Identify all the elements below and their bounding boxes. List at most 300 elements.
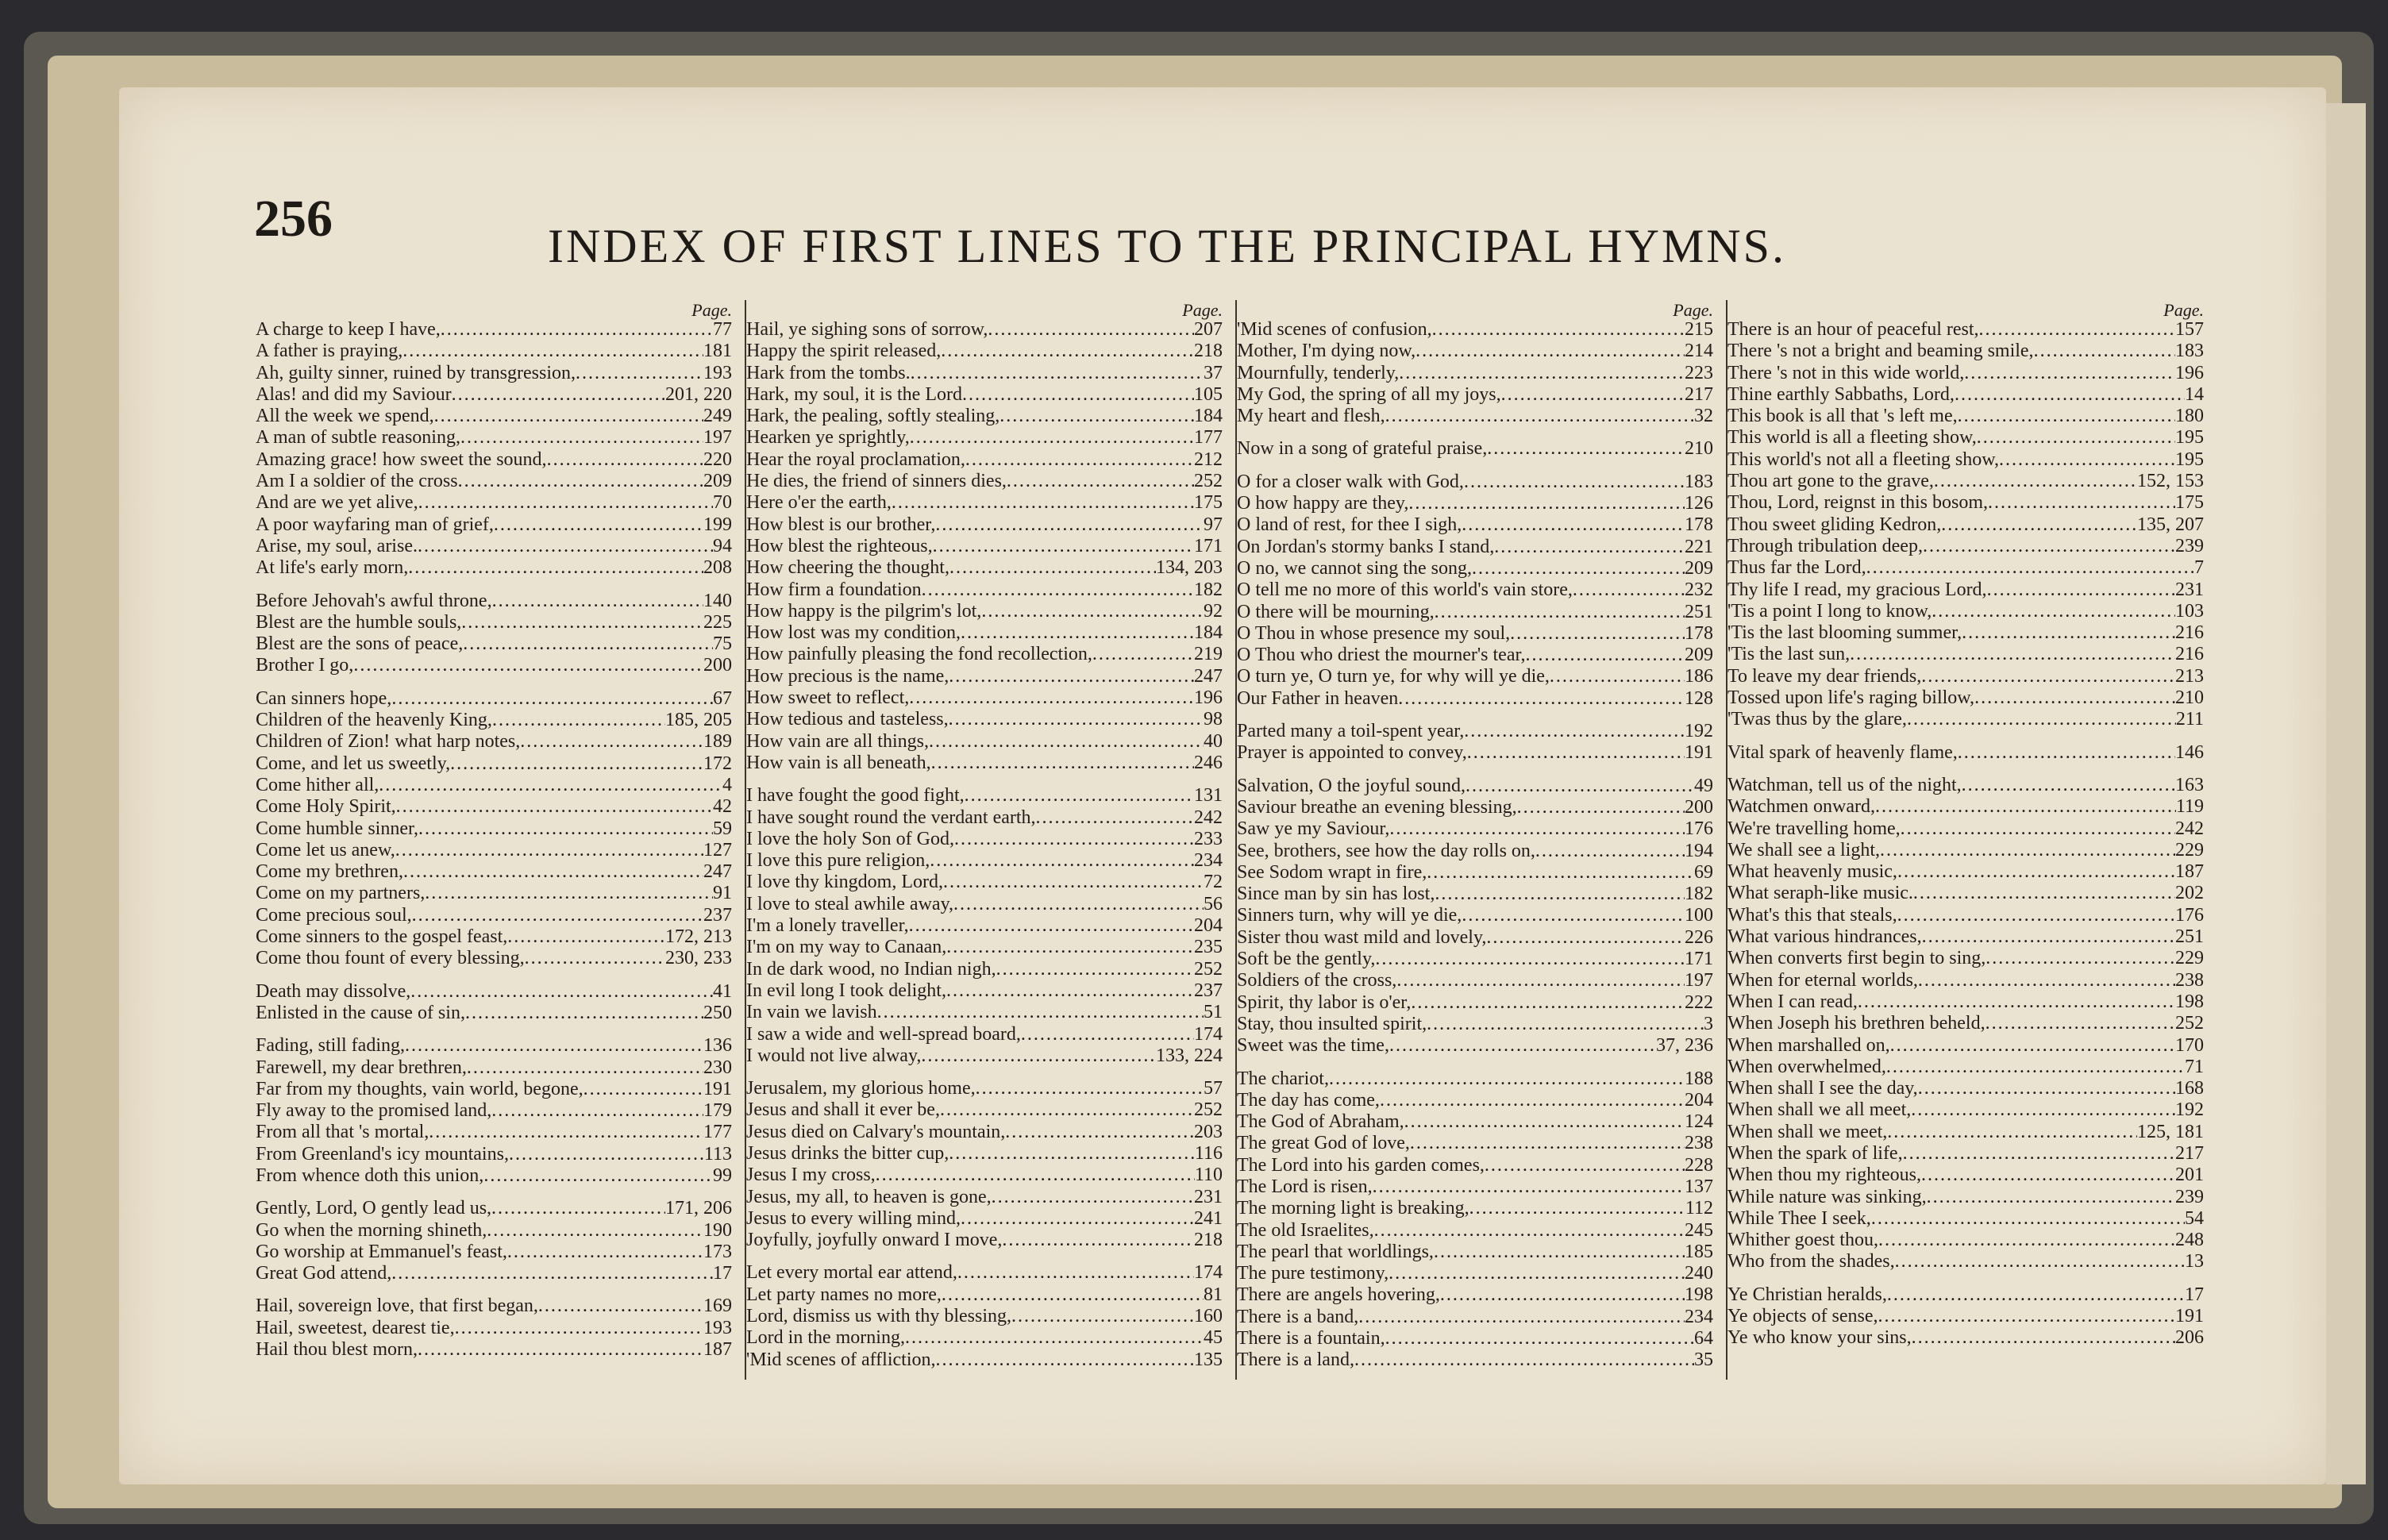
page-ref: 249 — [703, 406, 732, 427]
dot-leader — [911, 363, 1204, 384]
section-gap — [256, 677, 732, 688]
page-ref: 91 — [713, 883, 732, 904]
page-ref: 194 — [1685, 840, 1713, 861]
dot-leader — [1850, 644, 2175, 665]
first-line: On Jordan's stormy banks I stand, — [1237, 536, 1495, 557]
index-entry — [1727, 840, 2204, 861]
dot-leader — [953, 894, 1204, 915]
page-ref: 184 — [1194, 622, 1223, 644]
dot-leader — [946, 980, 1194, 1002]
first-line: Jesus and shall it ever be, — [746, 1099, 940, 1121]
first-line: The great God of love, — [1237, 1133, 1410, 1154]
dot-leader — [1427, 1014, 1704, 1035]
dot-leader — [1472, 558, 1685, 579]
dot-leader — [1358, 1307, 1685, 1328]
dot-leader — [1923, 536, 2175, 557]
page-ref: 119 — [2175, 796, 2204, 818]
page-ref: 178 — [1685, 622, 1713, 644]
page-ref: 177 — [1194, 427, 1223, 449]
dot-leader — [1987, 579, 2175, 601]
section-gap — [1727, 731, 2204, 742]
dot-leader — [1550, 666, 1685, 687]
page-ref: 222 — [1685, 991, 1713, 1013]
dot-leader — [1955, 384, 2185, 406]
first-line: Now in a song of grateful praise, — [1237, 438, 1488, 460]
index-entry — [746, 492, 1223, 514]
first-line: How lost was my condition, — [746, 622, 961, 644]
page-ref: 45 — [1204, 1327, 1223, 1349]
index-entry — [256, 710, 732, 731]
index-entry — [1727, 948, 2204, 969]
dot-leader — [1385, 1328, 1694, 1349]
page-ref: 185, 205 — [665, 710, 732, 731]
page-ref: 252 — [1194, 958, 1223, 980]
dot-leader — [1526, 645, 1685, 666]
dot-leader — [1389, 1263, 1685, 1284]
page-ref: 228 — [1685, 1154, 1713, 1176]
dot-leader — [1510, 623, 1685, 645]
index-entry — [746, 1099, 1223, 1121]
first-line: Come on my partners, — [256, 883, 426, 904]
first-line: Sinners turn, why will ye die, — [1237, 905, 1462, 926]
page-ref: 169 — [703, 1296, 732, 1317]
first-line: In de dark wood, no Indian nigh, — [746, 958, 996, 980]
page-ref: 157 — [2175, 319, 2204, 340]
index-entry — [1727, 514, 2204, 536]
first-line: Since man by sin has lost, — [1237, 884, 1435, 905]
page-ref: 251 — [2175, 926, 2204, 948]
page-ref: 100 — [1685, 905, 1713, 926]
page-ref: 70 — [713, 492, 732, 514]
first-line: There is a band, — [1237, 1306, 1359, 1327]
first-line: There 's not in this wide world, — [1727, 362, 1965, 383]
first-line: Jesus to every willing mind, — [746, 1207, 961, 1229]
first-line: See, brothers, see how the day rolls on, — [1237, 840, 1535, 861]
page-ref: 182 — [1685, 884, 1713, 905]
page-ref: 252 — [1194, 1099, 1223, 1121]
first-line: Spirit, thy labor is o'er, — [1237, 991, 1412, 1013]
section-gap — [746, 1251, 1223, 1262]
facing-page-edge — [2326, 103, 2366, 1484]
first-line: Children of the heavenly King, — [256, 710, 492, 731]
page-ref: 37 — [1204, 362, 1223, 383]
dot-leader — [961, 1208, 1194, 1230]
dot-leader — [1002, 1230, 1194, 1251]
column-body — [1237, 319, 1727, 1372]
dot-leader — [1404, 1111, 1685, 1133]
section-gap — [1727, 764, 2204, 775]
dot-leader — [910, 427, 1194, 449]
index-entry — [1237, 537, 1713, 558]
index-entry — [1237, 862, 1713, 884]
dot-leader — [1918, 970, 2175, 991]
first-line: There is an hour of peaceful rest, — [1727, 319, 1979, 340]
page-ref: 191 — [2175, 1306, 2204, 1327]
dot-leader — [353, 655, 703, 676]
dot-leader — [1373, 1176, 1685, 1198]
index-column-4 — [1727, 300, 2218, 1380]
page-ref: 251 — [1685, 601, 1713, 622]
dot-leader — [538, 1296, 703, 1317]
page-number: 256 — [254, 190, 333, 248]
first-line: This world is all a fleeting show, — [1727, 427, 1977, 449]
dot-leader — [1399, 363, 1685, 384]
first-line: This world's not all a fleeting show, — [1727, 449, 2000, 470]
index-entry — [1237, 472, 1713, 493]
page-ref: 210 — [2175, 687, 2204, 709]
page-ref: 51 — [1204, 1002, 1223, 1023]
index-entry — [256, 492, 732, 514]
first-line: Hark from the tombs. — [746, 362, 911, 383]
index-entry — [746, 1284, 1223, 1306]
index-entry — [1237, 384, 1713, 406]
index-entry — [1727, 1099, 2204, 1121]
first-line: We're travelling home, — [1727, 818, 1901, 839]
dot-leader — [922, 579, 1194, 601]
page-ref: 56 — [1204, 893, 1223, 914]
first-line: Tossed upon life's raging billow, — [1727, 687, 1975, 709]
page-ref: 4 — [722, 774, 732, 795]
index-entry — [256, 1318, 732, 1339]
index-entry — [746, 807, 1223, 829]
index-entry — [746, 319, 1223, 341]
first-line: I'm a lonely traveller, — [746, 915, 909, 937]
first-line: I love this pure religion, — [746, 850, 930, 872]
dot-leader — [1494, 537, 1685, 558]
dot-leader — [441, 319, 713, 341]
first-line: O Thou in whose presence my soul, — [1237, 622, 1511, 644]
index-entry — [1727, 883, 2204, 904]
first-line: Thou sweet gliding Kedron, — [1727, 514, 1942, 535]
index-entry — [1727, 1013, 2204, 1034]
index-entry — [256, 948, 732, 969]
dot-leader — [1469, 1198, 1685, 1219]
page-ref: 174 — [1194, 1262, 1223, 1284]
index-entry — [746, 449, 1223, 471]
dot-leader — [992, 1187, 1194, 1208]
dot-leader — [1432, 319, 1685, 341]
page-ref: 206 — [2175, 1327, 2204, 1349]
page-label: Page. — [1182, 300, 1223, 320]
page-ref: 180 — [2175, 406, 2204, 427]
dot-leader — [1911, 1099, 2175, 1121]
index-entry — [1237, 970, 1713, 991]
page-ref: 187 — [2175, 861, 2204, 883]
page-ref: 57 — [1204, 1078, 1223, 1099]
page-ref: 77 — [713, 319, 732, 340]
first-line: Death may dissolve, — [256, 980, 411, 1002]
index-entry — [256, 883, 732, 904]
index-entry — [746, 1230, 1223, 1251]
dot-leader — [1466, 776, 1694, 797]
dot-leader — [434, 406, 703, 427]
page-ref: 231 — [1194, 1186, 1223, 1207]
dot-leader — [1464, 721, 1685, 742]
index-entry — [1727, 818, 2204, 840]
page-ref: 195 — [2175, 449, 2204, 470]
dot-leader — [1380, 1090, 1685, 1111]
dot-leader — [2034, 341, 2175, 362]
dot-leader — [1396, 970, 1685, 991]
index-entry — [746, 894, 1223, 915]
page-ref: 217 — [1685, 383, 1713, 405]
page-ref: 247 — [1194, 665, 1223, 687]
dot-leader — [1410, 1133, 1685, 1154]
index-entry — [1237, 949, 1713, 970]
index-entry — [1727, 861, 2204, 883]
first-line: Come my brethren, — [256, 861, 403, 883]
dot-leader — [429, 1122, 703, 1143]
index-entry — [1237, 363, 1713, 384]
index-entry — [1237, 438, 1713, 460]
dot-leader — [999, 406, 1194, 427]
page-label: Page. — [691, 300, 732, 320]
page-ref: 179 — [703, 1100, 732, 1122]
first-line: Hark, my soul, it is the Lord — [746, 383, 962, 405]
first-line: While nature was sinking, — [1727, 1186, 1927, 1207]
index-entry — [1727, 1165, 2204, 1186]
page-ref: 173 — [703, 1241, 732, 1262]
page-ref: 233 — [1194, 828, 1223, 849]
index-entry — [1237, 602, 1713, 623]
page-ref: 17 — [2185, 1284, 2204, 1305]
first-line: There is a fountain, — [1237, 1328, 1385, 1349]
first-line: The pearl that worldlings, — [1237, 1241, 1434, 1262]
index-entry — [1727, 905, 2204, 926]
dot-leader — [1871, 1208, 2185, 1230]
index-column-1 — [256, 300, 746, 1380]
index-entry — [1237, 1155, 1713, 1176]
page-ref: 113 — [703, 1143, 732, 1165]
dot-leader — [1979, 319, 2175, 341]
first-line: Alas! and did my Saviour — [256, 383, 452, 405]
dot-leader — [452, 384, 665, 406]
dot-leader — [1462, 514, 1685, 536]
first-line: Ye objects of sense, — [1727, 1306, 1878, 1327]
first-line: He dies, the friend of sinners dies, — [746, 471, 1007, 492]
index-entry — [746, 557, 1223, 579]
index-entry — [256, 1296, 732, 1317]
dot-leader — [1517, 797, 1685, 818]
dot-leader — [949, 666, 1194, 687]
page-ref: 193 — [703, 1317, 732, 1338]
index-entry — [746, 363, 1223, 384]
page-ref: 188 — [1685, 1068, 1713, 1089]
dot-leader — [520, 731, 703, 753]
dot-leader — [1977, 427, 2175, 449]
page-ref: 226 — [1685, 926, 1713, 948]
page-ref: 128 — [1685, 687, 1713, 709]
dot-leader — [1501, 384, 1685, 406]
index-columns — [256, 300, 2218, 1380]
index-entry — [1727, 687, 2204, 709]
index-entry — [1727, 1078, 2204, 1099]
page-ref: 3 — [1704, 1013, 1713, 1034]
page-ref: 216 — [2175, 644, 2204, 665]
page-ref: 230, 233 — [665, 948, 732, 969]
index-entry — [256, 926, 732, 948]
first-line: Who from the shades, — [1727, 1251, 1895, 1272]
page-ref: 146 — [2175, 741, 2204, 763]
index-entry — [1727, 709, 2204, 730]
index-entry — [1727, 341, 2204, 362]
page-ref: 35 — [1694, 1349, 1713, 1371]
section-gap — [256, 1284, 732, 1296]
index-entry — [746, 1208, 1223, 1230]
page-ref: 246 — [1194, 752, 1223, 773]
first-line: Children of Zion! what harp notes, — [256, 731, 521, 753]
page-ref: 229 — [2175, 948, 2204, 969]
dot-leader — [1092, 644, 1194, 665]
first-line: Come Holy Spirit, — [256, 796, 396, 818]
index-entry — [256, 449, 732, 471]
column-rule — [745, 300, 746, 1380]
page-ref: 252 — [1194, 471, 1223, 492]
page-ref: 137 — [1685, 1176, 1713, 1197]
page-ref: 183 — [1685, 471, 1713, 492]
index-entry — [1727, 579, 2204, 601]
dot-leader — [396, 796, 713, 818]
index-entry — [1237, 841, 1713, 862]
dot-leader — [931, 753, 1194, 774]
first-line: Through tribulation deep, — [1727, 535, 1923, 556]
dot-leader — [391, 688, 713, 710]
dot-leader — [1880, 840, 2175, 861]
index-entry — [1237, 1133, 1713, 1154]
first-line: The morning light is breaking, — [1237, 1198, 1469, 1219]
index-entry — [1727, 557, 2204, 579]
first-line: When converts first begin to sing, — [1727, 948, 1986, 969]
first-line: Far from my thoughts, vain world, begone, — [256, 1078, 584, 1099]
first-line: Ye Christian heralds, — [1727, 1284, 1887, 1305]
dot-leader — [1878, 1230, 2175, 1251]
first-line: When shall we all meet, — [1727, 1099, 1912, 1121]
first-line: I saw a wide and well-spread board, — [746, 1023, 1021, 1045]
page-ref: 242 — [1194, 807, 1223, 828]
dot-leader — [1927, 1187, 2175, 1208]
page-ref: 72 — [1204, 872, 1223, 893]
index-entry — [256, 341, 732, 362]
first-line: Hearken ye sprightly, — [746, 427, 910, 449]
dot-leader — [1467, 742, 1685, 764]
section-gap — [1237, 764, 1713, 776]
dot-leader — [929, 731, 1204, 753]
first-line: The old Israelites, — [1237, 1219, 1374, 1241]
dot-leader — [946, 937, 1194, 958]
index-entry — [1727, 796, 2204, 818]
first-line: All the week we spend, — [256, 406, 434, 427]
index-entry — [256, 1079, 732, 1100]
dot-leader — [1440, 1284, 1685, 1306]
index-entry — [1237, 742, 1713, 764]
dot-leader — [1389, 1035, 1656, 1057]
index-entry — [256, 1144, 732, 1165]
index-entry — [746, 341, 1223, 362]
first-line: I love the holy Son of God, — [746, 828, 954, 849]
page-ref: 242 — [2175, 818, 2204, 839]
first-line: The Lord into his garden comes, — [1237, 1154, 1485, 1176]
index-entry — [1237, 645, 1713, 666]
dot-leader — [1912, 1327, 2175, 1349]
dot-leader — [940, 1099, 1194, 1121]
index-entry — [1237, 341, 1713, 362]
first-line: Jesus, my all, to heaven is gone, — [746, 1186, 992, 1207]
page-ref: 124 — [1685, 1111, 1713, 1133]
dot-leader — [1913, 883, 2175, 904]
page-ref: 201 — [2175, 1165, 2204, 1186]
first-line: I love thy kingdom, Lord, — [746, 872, 943, 893]
page-ref: 197 — [703, 427, 732, 449]
column-rule — [1235, 300, 1237, 1380]
first-line: The day has come, — [1237, 1089, 1380, 1111]
first-line: 'Tis a point I long to know, — [1727, 600, 1932, 622]
index-entry — [1237, 905, 1713, 926]
dot-leader — [1986, 948, 2175, 969]
first-line: Thus far the Lord, — [1727, 557, 1866, 579]
dot-leader — [1434, 1242, 1685, 1263]
index-entry — [256, 1263, 732, 1284]
section-gap — [1237, 1057, 1713, 1068]
dot-leader — [1897, 861, 2175, 883]
first-line: Salvation, O the joyful sound, — [1237, 775, 1466, 796]
page-ref: 140 — [703, 590, 732, 611]
page-ref: 40 — [1204, 730, 1223, 752]
first-line: Before Jehovah's awful throne, — [256, 590, 492, 611]
page-title: INDEX OF FIRST LINES TO THE PRINCIPAL HYMNS. — [548, 220, 1786, 272]
index-entry — [1727, 1187, 2204, 1208]
index-entry — [746, 753, 1223, 774]
page-ref: 184 — [1194, 406, 1223, 427]
dot-leader — [461, 612, 703, 633]
page-ref: 178 — [1685, 514, 1713, 536]
dot-leader — [1427, 862, 1694, 884]
page-ref: 225 — [703, 611, 732, 633]
dot-leader — [949, 557, 1156, 579]
dot-leader — [957, 1262, 1194, 1284]
page-ref: 252 — [2175, 1013, 2204, 1034]
section-gap — [256, 579, 732, 591]
index-entry — [746, 687, 1223, 709]
index-entry — [1727, 1057, 2204, 1078]
index-entry — [746, 536, 1223, 557]
dot-leader — [988, 319, 1194, 341]
index-entry — [1237, 776, 1713, 797]
first-line: In evil long I took delight, — [746, 980, 946, 1001]
page-ref: 135 — [1194, 1349, 1223, 1370]
page-ref: 170 — [2175, 1034, 2204, 1056]
first-line: Hark, the pealing, softly stealing, — [746, 406, 1000, 427]
first-line: I'm on my way to Canaan, — [746, 937, 947, 958]
dot-leader — [418, 536, 713, 557]
first-line: Happy the spirit released, — [746, 341, 942, 362]
first-line: Thou art gone to the grave, — [1727, 471, 1934, 492]
page-ref: 127 — [703, 839, 732, 860]
index-entry — [746, 915, 1223, 937]
index-entry — [256, 1057, 732, 1079]
page-ref: 172 — [703, 753, 732, 774]
dot-leader — [1375, 949, 1685, 970]
dot-leader — [1036, 807, 1194, 829]
index-entry — [1237, 1068, 1713, 1090]
page-ref: 105 — [1194, 383, 1223, 405]
index-entry — [1237, 797, 1713, 818]
first-line: Here o'er the earth, — [746, 492, 892, 514]
page-ref: 168 — [2175, 1078, 2204, 1099]
index-entry — [1237, 721, 1713, 742]
page-ref: 204 — [1685, 1089, 1713, 1111]
first-line: Soldiers of the cross, — [1237, 970, 1397, 991]
index-entry — [746, 1262, 1223, 1284]
